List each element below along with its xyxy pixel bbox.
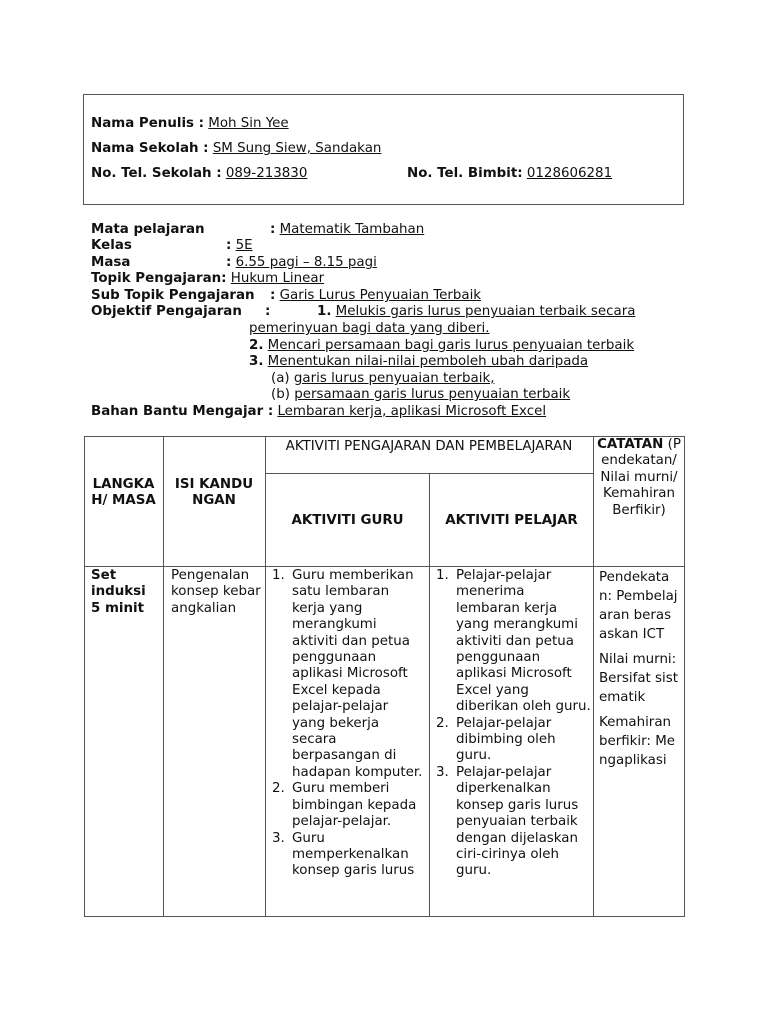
objective-2: 2. Mencari persamaan bagi garis lurus penyuaian terbaik [249, 338, 635, 353]
mata-label: Mata pelajaran [91, 222, 205, 237]
header-aktiviti: AKTIVITI PENGAJARAN DAN PEMBELAJARAN [285, 439, 573, 454]
tel-bimbit-label: No. Tel. Bimbit: [407, 166, 523, 181]
list-item: 2. Guru memberi bimbingan kepada pelajar-pelajar. [272, 781, 417, 830]
list-item: 3. Pelajar-pelajar diperkenalkan konsep garis lurus penyuaian terbaik dengan dijelaskan ciri-cirinya oleh guru. [436, 764, 579, 879]
objective-1: 1. Melukis garis lurus penyuaian terbaik secara [317, 304, 636, 319]
kelas-value: 5E [235, 238, 253, 253]
topik-label: Topik Pengajaran: [91, 271, 227, 286]
catatan-notes [599, 568, 679, 776]
tel-bimbit-value: 0128606281 [526, 166, 613, 181]
header-catatan: CATATAN (Pendekatan/ Nilai murni/ Kemahiran Berfikir) [597, 437, 681, 518]
masa-row: : 6.55 pagi – 8.15 pagi [226, 255, 377, 270]
sekolah-value: SM Sung Siew, Sandakan [212, 141, 382, 156]
bahan-label: Bahan Bantu Mengajar : [91, 404, 274, 419]
catatan-pendekatan: Pendekatan: Pembelajaran berasaskan ICT [599, 570, 678, 642]
subtopik-label: Sub Topik Pengajaran [91, 288, 255, 303]
catatan-nilai: Nilai murni: Bersifat sistematik [599, 652, 678, 705]
kelas-label: Kelas [91, 238, 132, 253]
subtopik-row: : Garis Lurus Penyuaian Terbaik [270, 288, 482, 303]
objektif-colon: : [265, 304, 271, 319]
header-catatan-sub: (Pendekatan/ Nilai murni/ Kemahiran Berfikir) [600, 437, 681, 518]
row-isi: Pengenalan konsep kebarangkalian [171, 568, 261, 616]
tel-sekolah-row [91, 166, 307, 181]
bahan-value: Lembaran kerja, aplikasi Microsoft Excel [277, 404, 547, 419]
bahan-row [91, 404, 546, 419]
row-langkah: Set induksi 5 minit [91, 568, 146, 616]
topik-value: Hukum Linear [230, 271, 325, 286]
tel-sekolah-value: 089-213830 [225, 166, 308, 181]
header-langkah: LANGKAH/ MASA [91, 477, 156, 509]
objective-3: 3. Menentukan nilai-nilai pemboleh ubah daripada [249, 354, 589, 369]
masa-label: Masa [91, 255, 131, 270]
kelas-row: : 5E [226, 238, 253, 253]
penulis-row [91, 116, 289, 131]
header-isi: ISI KANDUNGAN [174, 477, 254, 509]
objective-3b: (b) persamaan garis lurus penyuaian terbaik [271, 387, 571, 402]
objective-3a: (a) garis lurus penyuaian terbaik, [271, 371, 495, 386]
header-guru: AKTIVITI GURU [291, 513, 404, 528]
penulis-label: Nama Penulis : [91, 116, 205, 131]
subtopik-value: Garis Lurus Penyuaian Terbaik [279, 288, 482, 303]
masa-value: 6.55 pagi – 8.15 pagi [235, 255, 377, 270]
mata-row: : Matematik Tambahan [270, 222, 425, 237]
topik-row [91, 271, 324, 286]
pelajar-activities [432, 568, 592, 880]
sekolah-row [91, 141, 381, 156]
tel-sekolah-label: No. Tel. Sekolah : [91, 166, 222, 181]
list-item: 3. Guru memperkenalkan konsep garis lurus [272, 830, 415, 879]
header-pelajar: AKTIVITI PELAJAR [445, 513, 578, 528]
sekolah-label: Nama Sekolah : [91, 141, 209, 156]
tel-bimbit-row [407, 166, 612, 181]
objektif-label: Objektif Pengajaran [91, 304, 242, 319]
list-item: 1. Guru memberikan satu lembaran kerja yang merangkumi aktiviti dan petua penggunaan aplikasi Microsoft Excel kepada pelajar-pelajar yang bekerja secara berpasangan di hadapan komputer. [272, 568, 423, 780]
penulis-value: Moh Sin Yee [208, 116, 289, 131]
mata-value: Matematik Tambahan [279, 222, 425, 237]
list-item: 2. Pelajar-pelajar dibimbing oleh guru. [436, 715, 556, 764]
list-item: 1. Pelajar-pelajar menerima lembaran kerja yang merangkumi aktiviti dan petua penggunaan aplikasi Microsoft Excel yang diberikan oleh guru. [436, 568, 591, 715]
catatan-kemahiran: Kemahiran berfikir: Mengaplikasi [599, 715, 675, 768]
guru-activities [268, 568, 424, 880]
objective-1-cont: pemerinyuan bagi data yang diberi. [249, 321, 490, 336]
